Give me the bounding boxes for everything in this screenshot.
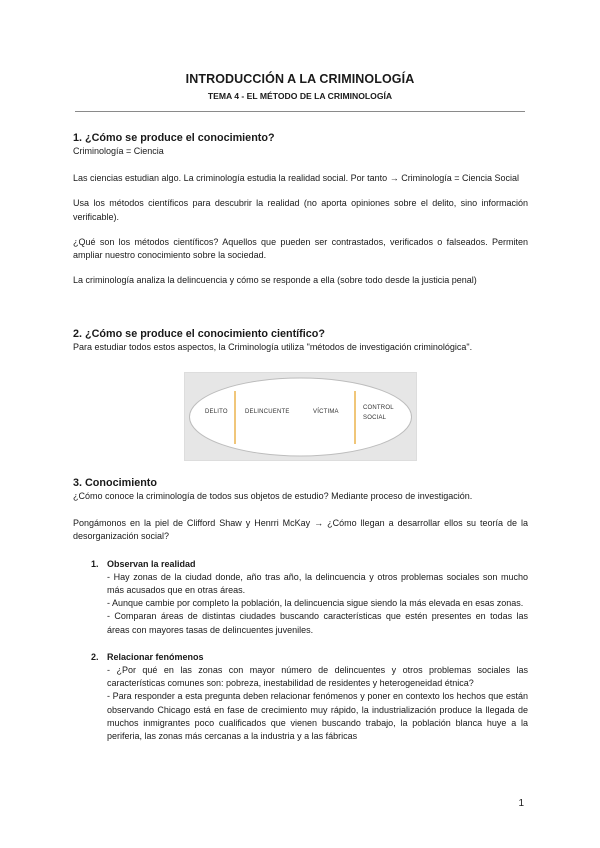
document-subtitle: TEMA 4 - EL MÉTODO DE LA CRIMINOLOGÍA <box>207 91 393 101</box>
section-3-paragraph: ¿Cómo conoce la criminología de todos sus objetos de estudio? Mediante proceso de investigación. <box>73 491 473 501</box>
header-divider <box>75 111 525 112</box>
list-item-bullet: - Para responder a esta pregunta deben relacionar fenómenos y poner en contexto los hechos que están observando Chicago está en fase de crecimiento muy rápido, la industrialización produce la llegada de muchos inmigrantes poco cualificados que vienen buscando trabajo, la población blanca huye a la periferia, las zonas más cercanas a la industria y a las fábricas <box>107 691 528 742</box>
section-2 <box>73 327 528 354</box>
list-item <box>73 651 528 743</box>
section-2-heading: 2. ¿Cómo se produce el conocimiento científico? <box>73 328 325 340</box>
list-item-title: Observan la realidad <box>107 558 196 569</box>
diagram-label-delito: DELITO <box>205 409 228 415</box>
diagram-label-social: SOCIAL <box>363 415 387 421</box>
diagram-label-control: CONTROL <box>363 405 394 411</box>
list-item-bullet: - Hay zonas de la ciudad donde, año tras año, la delincuencia y otros problemas sociales son mucho más acusados que en otras áreas. <box>107 571 528 596</box>
section-1-paragraph: Criminología = Ciencia <box>73 146 164 156</box>
list-item-title: Relacionar fenómenos <box>107 651 204 662</box>
section-1 <box>73 131 528 287</box>
list-item-number: 1. <box>91 558 99 569</box>
section-1-paragraph: ¿Qué son los métodos científicos? Aquellos que pueden ser contrastados, verificados o falseados. Permiten ampliar nuestro conocimiento sobre la sociedad. <box>73 236 528 261</box>
list-item <box>73 558 528 637</box>
page-number: 1 <box>518 798 524 809</box>
criminology-objects-diagram <box>184 372 417 461</box>
list-item-bullet: - ¿Por qué en las zonas con mayor número de delincuentes y otros problemas sociales las características comunes son: pobreza, inestabilidad de residentes y heterogeneidad étnica? <box>107 665 528 689</box>
list-item-bullet: - Aunque cambie por completo la población, la delincuencia sigue siendo la más elevada en esas zonas. <box>107 598 524 609</box>
list-item-number: 2. <box>91 651 99 662</box>
steps-list <box>73 558 528 744</box>
section-2-paragraph: Para estudiar todos estos aspectos, la Criminología utiliza "métodos de investigación criminológica". <box>73 342 473 352</box>
diagram-label-victima: VÍCTIMA <box>313 409 339 415</box>
section-1-paragraph: Usa los métodos científicos para descubrir la realidad (no aporta opiniones sobre el delito, sino información verificable). <box>73 198 528 222</box>
section-1-paragraph: La criminología analiza la delincuencia y cómo se responde a ella (sobre todo desde la justicia penal) <box>73 275 477 286</box>
section-1-paragraph: Las ciencias estudian algo. La criminología estudia la realidad social. Por tanto → Criminología = Ciencia Social <box>73 173 519 184</box>
section-3 <box>73 476 528 743</box>
list-item-bullet: - Comparan áreas de distintas ciudades buscando características que estén presentes en todas las áreas con mayores tasas de delincuentes juveniles. <box>107 611 528 635</box>
list-spacer <box>73 637 528 651</box>
diagram-label-delincuente: DELINCUENTE <box>245 409 290 415</box>
document-title: INTRODUCCIÓN A LA CRIMINOLOGÍA <box>185 72 415 86</box>
section-3-heading: 3. Conocimiento <box>73 477 157 489</box>
section-3-paragraph: Pongámonos en la piel de Clifford Shaw y Henrri McKay → ¿Cómo llegan a desarrollar ellos su teoría de la desorganización social? <box>73 518 528 542</box>
section-1-heading: 1. ¿Cómo se produce el conocimiento? <box>73 132 275 144</box>
